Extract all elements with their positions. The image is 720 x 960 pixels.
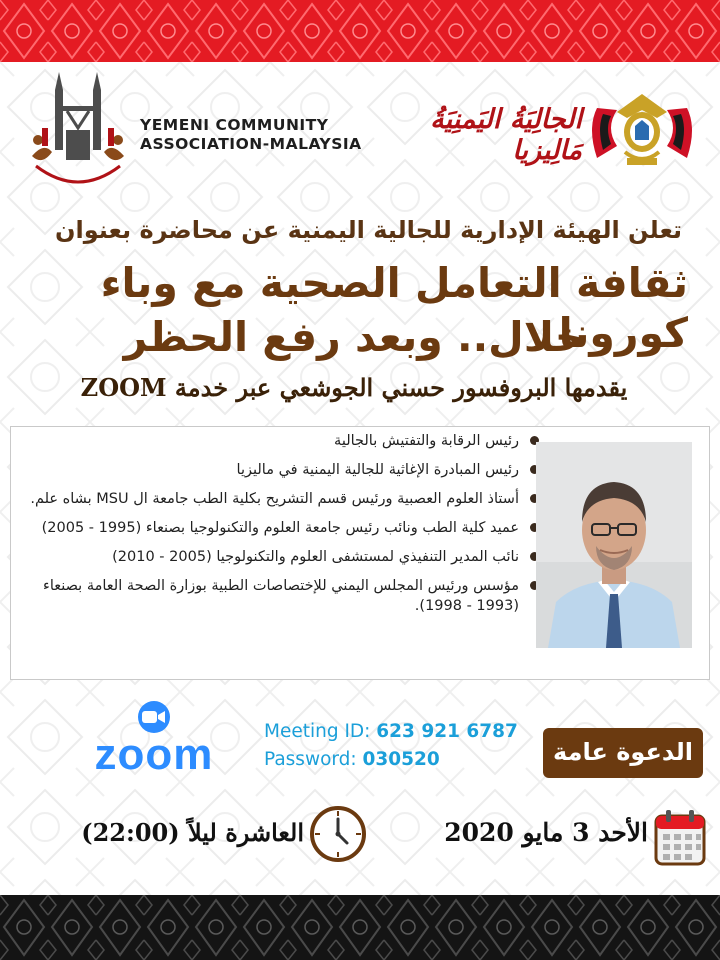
bio-list: [17, 431, 545, 625]
bio-item: [17, 431, 545, 451]
announcement-intro: تعلن الهيئة الإدارية للجالية اليمنية عن محاضرة بعنوان: [54, 216, 682, 244]
bio-item: [17, 518, 545, 538]
bio-item: [17, 460, 545, 480]
bio-text: نائب المدير التنفيذي لمستشفى العلوم والتكنولوجيا (2005 - 2010): [112, 549, 519, 565]
zoom-logo: [76, 700, 232, 780]
password-label: Password:: [264, 749, 357, 770]
bio-text: عميد كلية الطب ونائب رئيس جامعة العلوم والتكنولوجيا بصنعاء (1995 - 2005): [41, 520, 519, 536]
event-date: الأحد 3 مايو 2020: [444, 818, 648, 847]
top-decorative-band: [0, 0, 720, 62]
association-name-line1: YEMENI COMMUNITY: [140, 116, 329, 134]
clock-icon: [309, 805, 367, 863]
event-time: العاشرة ليلاً (22:00): [81, 818, 304, 847]
presenter-line: يقدمها البروفسور حسني الجوشعي عبر خدمة ZOOM: [80, 373, 628, 402]
meeting-id-row: [264, 718, 518, 746]
presenter-photo: [536, 442, 692, 648]
bio-text: رئيس الرقابة والتفتيش بالجالية: [334, 433, 519, 449]
bio-text: أستاذ العلوم العصبية ورئيس قسم التشريح بكلية الطب جامعة ال MSU بشاه علم.: [30, 491, 519, 507]
bottom-decorative-band: [0, 895, 720, 960]
meeting-id-value: 623 921 6787: [376, 721, 518, 742]
yemen-emblem: [583, 88, 701, 173]
bio-text: مؤسس ورئيس المجلس اليمني للإختصاصات الطبية بوزارة الصحة العامة بصنعاء (1993 - 1998).: [43, 578, 519, 614]
association-name-english: [140, 116, 370, 154]
lecture-title-line1: ثقافة التعامل الصحية مع وباء كورونا: [100, 259, 688, 357]
meeting-details: [264, 718, 518, 774]
bio-text: رئيس المبادرة الإغاثية للجالية اليمنية في ماليزيا: [236, 462, 519, 478]
lecture-title-line2: خلال.. وبعد رفع الحظر: [123, 313, 585, 361]
password-value: 030520: [362, 749, 440, 770]
zoom-wordmark: zoom: [94, 730, 214, 779]
bio-item: [17, 576, 545, 616]
association-logo: [22, 70, 134, 195]
association-name-line2: ASSOCIATION-MALAYSIA: [140, 135, 362, 153]
password-row: [264, 746, 518, 774]
bio-item: [17, 547, 545, 567]
meeting-id-label: Meeting ID:: [264, 721, 371, 742]
calendar-icon: [654, 808, 706, 866]
bio-item: [17, 489, 545, 509]
association-name-arabic: الجالِيَةُ اليَمنِيَةُ مَالِيزيا: [430, 104, 582, 166]
public-invitation-badge: الدعوة عامة: [543, 728, 703, 778]
